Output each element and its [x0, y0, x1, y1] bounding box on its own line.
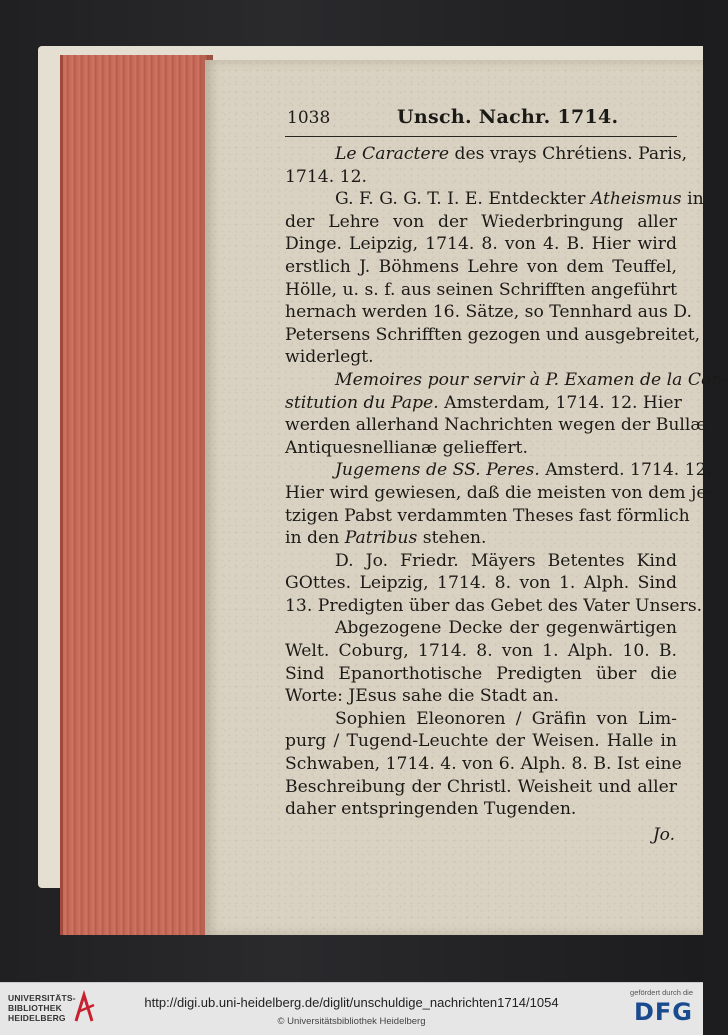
- text-line: widerlegt.: [285, 347, 374, 368]
- text-line: Antiquesnellianæ gelieffert.: [285, 437, 528, 458]
- text-line: Sophien Eleonoren / Gräfin von Lim-: [335, 708, 677, 729]
- text-line: Abgezogene Decke der gegenwärtigen: [335, 618, 677, 639]
- text-line: tzigen Pabst verdammten Theses fast förmlich: [285, 505, 690, 526]
- logo-line: HEIDELBERG: [8, 1013, 66, 1023]
- text-line: Hier wird gewiesen, daß die meisten von dem je-: [285, 482, 713, 503]
- catchword: Jo.: [652, 825, 675, 845]
- text-line: G. F. G. G. T. I. E. Entdeckter Atheismus in: [335, 189, 704, 210]
- logo-line: UNIVERSITÄTS-: [8, 993, 76, 1003]
- text-line: Sind Epanorthotische Predigten über die: [285, 663, 677, 684]
- text-line: Petersens Schrifften gezogen und ausgebreitet,: [285, 324, 701, 345]
- text-line: Le Caractere des vrays Chrétiens. Paris,: [335, 144, 688, 164]
- text-line: der Lehre von der Wiederbringung aller: [285, 211, 677, 232]
- viewer-footer: [0, 982, 703, 1035]
- text-line: stitution du Pape. Amsterdam, 1714. 12. Hier: [285, 392, 682, 413]
- text-line: Worte: JEsus sahe die Stadt an.: [285, 686, 559, 707]
- logo-line: BIBLIOTHEK: [8, 1003, 62, 1013]
- funding-note: gefördert durch die: [630, 988, 693, 997]
- text-line: GOttes. Leipzig, 1714. 8. von 1. Alph. Sind: [285, 573, 677, 594]
- dfg-logo[interactable]: DFG: [633, 998, 693, 1026]
- text-line: Beschreibung der Christl. Weisheit und aller: [285, 776, 677, 797]
- page-number: 1038: [287, 108, 331, 128]
- copyright-notice: © Universitätsbibliothek Heidelberg: [277, 1016, 426, 1027]
- text-line: Welt. Coburg, 1714. 8. von 1. Alph. 10. B.: [285, 641, 677, 662]
- text-line: Dinge. Leipzig, 1714. 8. von 4. B. Hier wird: [285, 234, 677, 255]
- text-line: in den Patribus stehen.: [285, 528, 487, 549]
- text-line: werden allerhand Nachrichten wegen der Bullæ: [285, 415, 707, 436]
- page-text: [285, 104, 728, 845]
- running-head-title: Unsch. Nachr. 1714.: [397, 106, 619, 128]
- text-line: Schwaben, 1714. 4. von 6. Alph. 8. B. Ist eine: [285, 754, 682, 775]
- text-line: erstlich J. Böhmens Lehre von dem Teuffel,: [285, 256, 677, 277]
- text-line: daher entspringenden Tugenden.: [285, 799, 577, 820]
- text-line: Memoires pour servir à P. Examen de la Con-: [335, 369, 728, 390]
- text-lines: [285, 143, 728, 821]
- text-line: D. Jo. Friedr. Mäyers Betentes Kind: [335, 550, 677, 571]
- permalink-url[interactable]: http://digi.ub.uni-heidelberg.de/diglit/unschuldige_nachrichten1714/1054: [144, 995, 559, 1010]
- text-line: Hölle, u. s. f. aus seinen Schrifften angeführt: [285, 279, 677, 300]
- book-page: [205, 60, 728, 935]
- text-line: hernach werden 16. Sätze, so Tennhard aus D.: [285, 302, 692, 323]
- page-block-red-edge: [60, 55, 213, 935]
- text-line: 1714. 12.: [285, 166, 368, 187]
- running-head: [285, 104, 689, 134]
- text-line: 13. Predigten über das Gebet des Vater Unsers.: [285, 595, 703, 616]
- text-line: purg / Tugend-Leuchte der Weisen. Halle in: [285, 731, 677, 752]
- text-line: Jugemens de SS. Peres. Amsterd. 1714. 12.: [335, 460, 713, 481]
- header-rule: [285, 136, 677, 137]
